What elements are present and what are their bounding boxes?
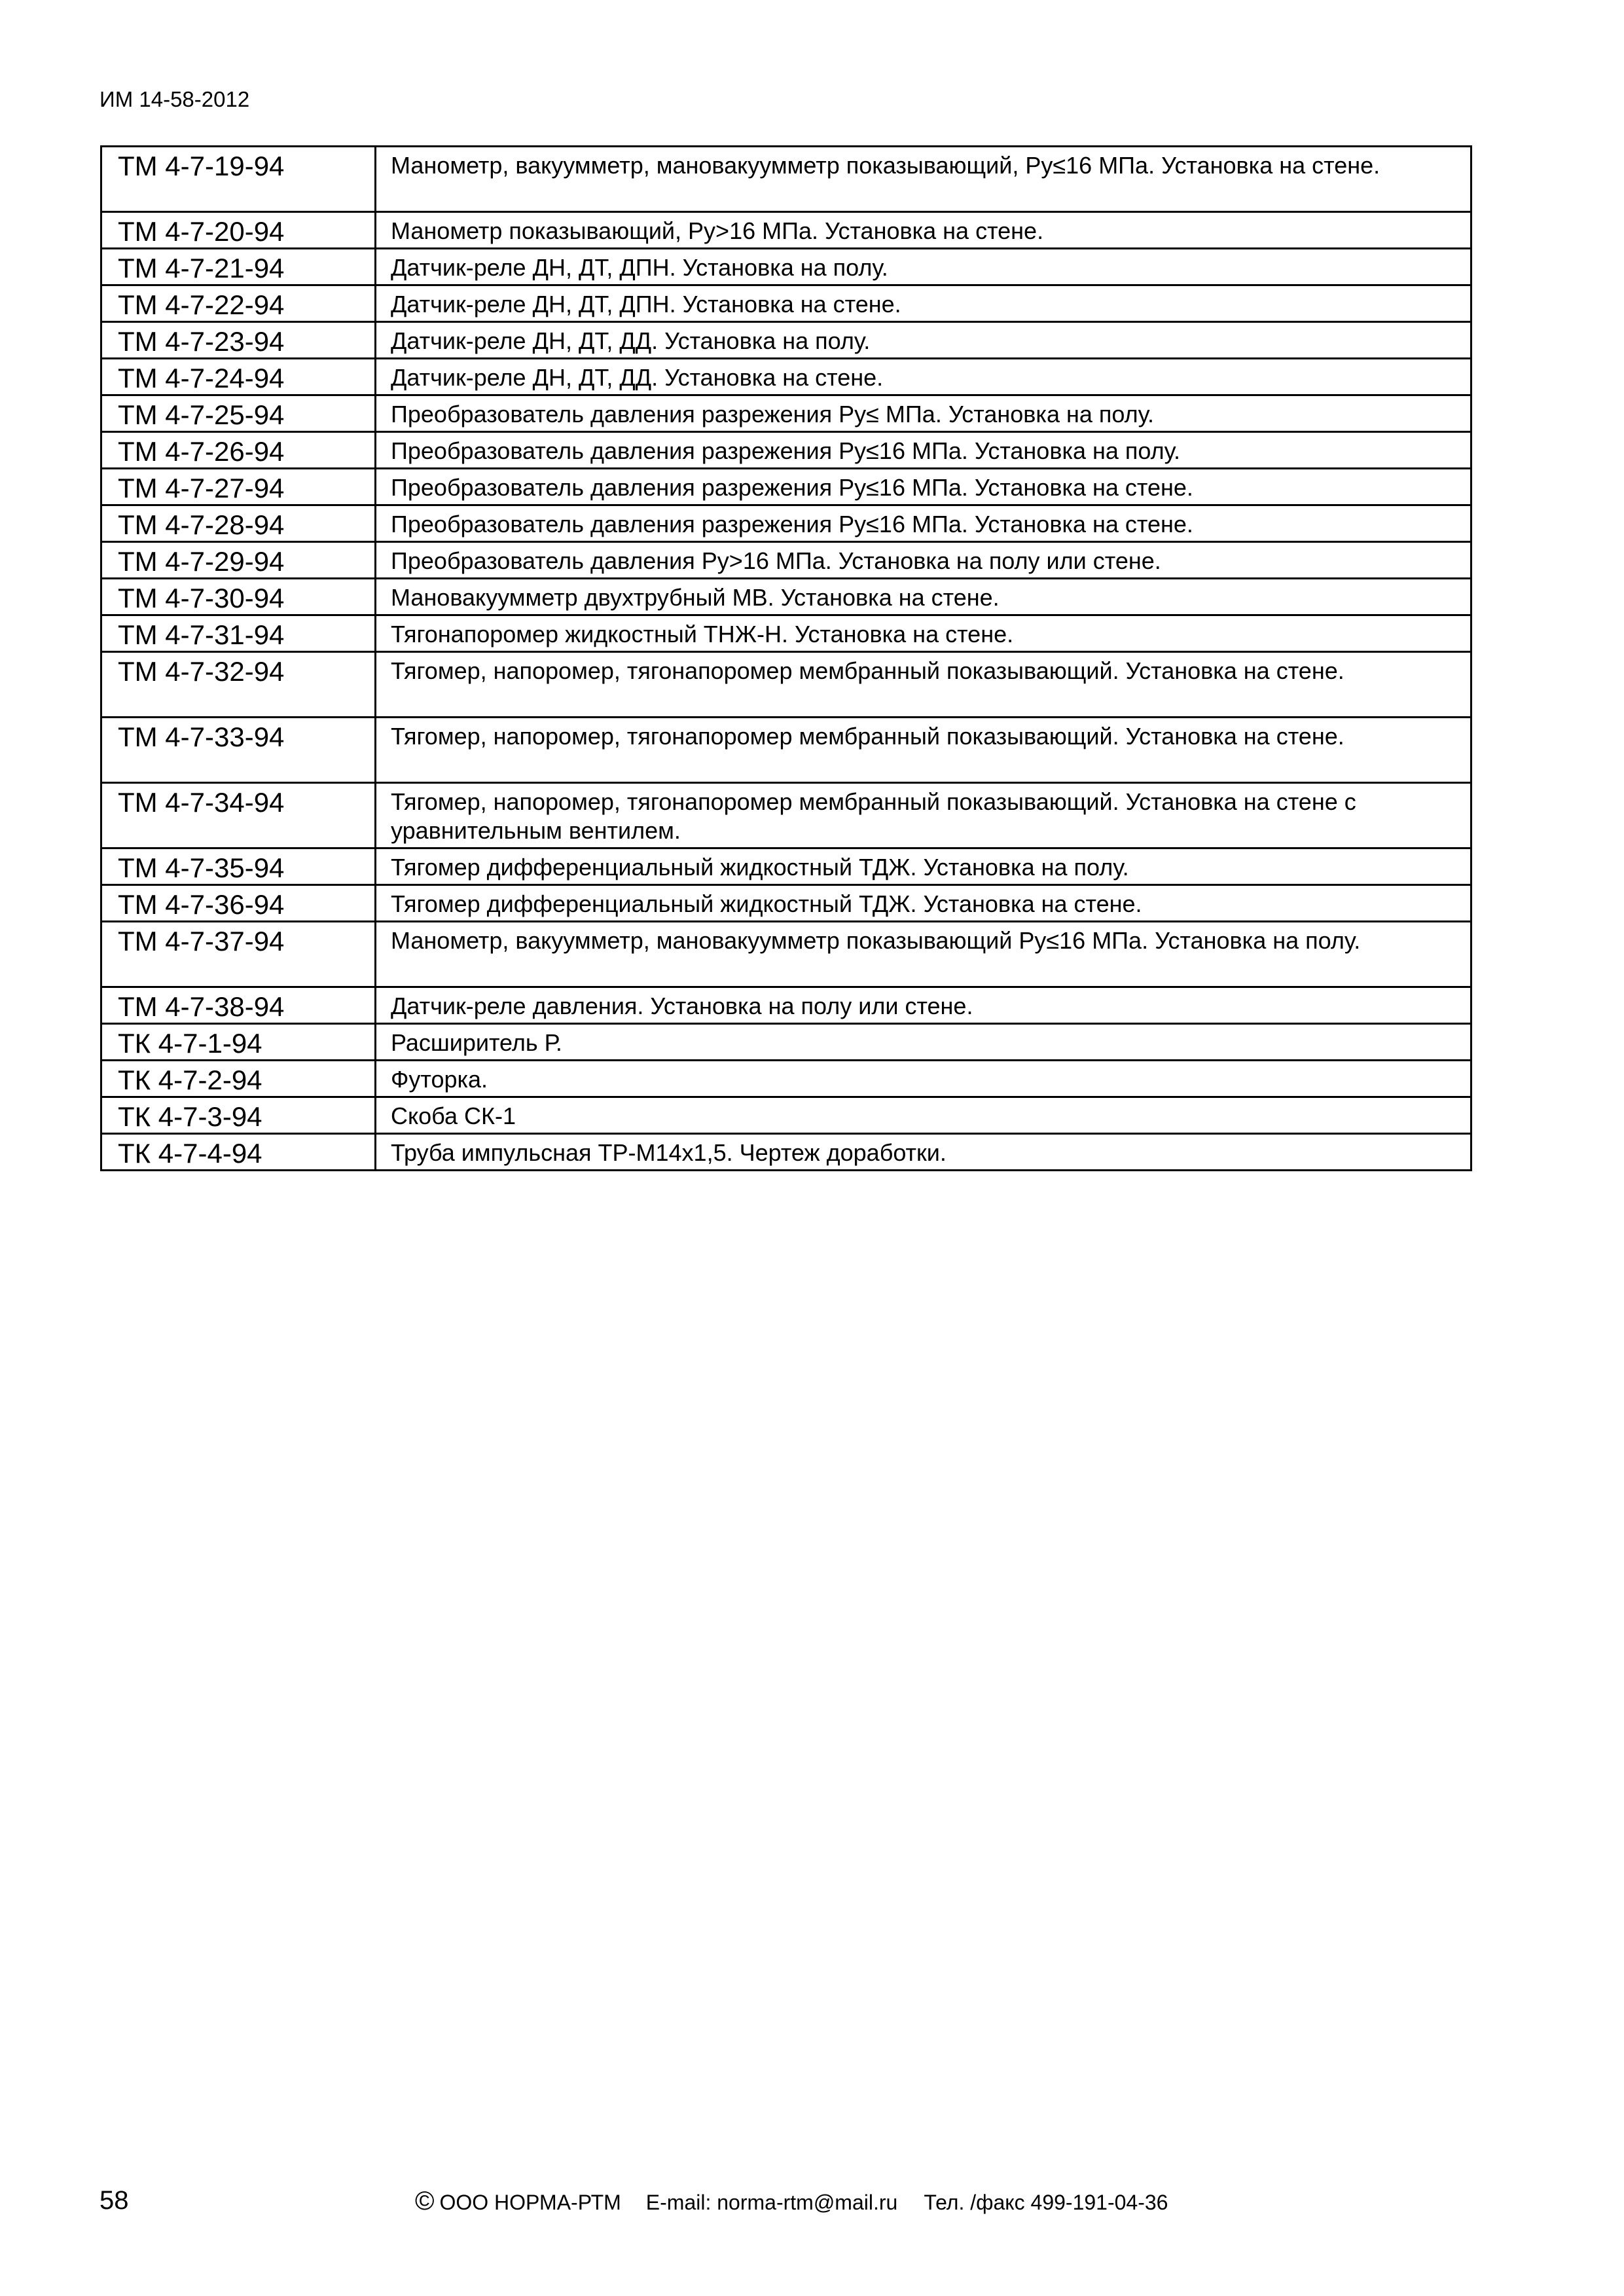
table-row [101,505,1471,542]
drawing-description: Тягомер, напоромер, тягонапоромер мембранный показывающий. Установка на стене. [376,652,1471,718]
table-row [101,322,1471,359]
table-row [101,1061,1471,1097]
drawing-description: Датчик-реле давления. Установка на полу или стене. [376,987,1471,1024]
drawing-description: Мановакуумметр двухтрубный МВ. Установка на стене. [376,579,1471,615]
table-row [101,1134,1471,1171]
table-row [101,542,1471,579]
copyright-icon: © [415,2187,435,2215]
drawing-description: Датчик-реле ДН, ДТ, ДПН. Установка на стене. [376,285,1471,322]
drawing-code: ТК 4-7-3-94 [101,1097,376,1134]
drawing-code: ТМ 4-7-25-94 [101,395,376,432]
drawing-description: Тягомер, напоромер, тягонапоромер мембранный показывающий. Установка на стене с уравнительным вентилем. [376,783,1471,848]
drawing-code: ТМ 4-7-35-94 [101,848,376,885]
table-row [101,615,1471,652]
drawing-code: ТМ 4-7-21-94 [101,249,376,285]
drawing-code: ТМ 4-7-33-94 [101,718,376,783]
drawing-description: Преобразователь давления разрежения Pу≤16 МПа. Установка на стене. [376,469,1471,505]
drawing-code: ТК 4-7-4-94 [101,1134,376,1171]
table-row [101,1097,1471,1134]
table-row [101,212,1471,249]
drawings-table [100,145,1472,1171]
drawing-code: ТМ 4-7-24-94 [101,359,376,395]
table-row [101,285,1471,322]
drawing-description: Труба импульсная ТР-М14х1,5. Чертеж доработки. [376,1134,1471,1171]
table-row [101,922,1471,987]
drawing-description: Преобразователь давления разрежения Pу≤16 МПа. Установка на полу. [376,432,1471,469]
drawing-description: Манометр, вакуумметр, мановакуумметр показывающий, Pу≤16 МПа. Установка на стене. [376,147,1471,212]
drawing-code: ТМ 4-7-23-94 [101,322,376,359]
drawing-description: Манометр показывающий, Pу>16 МПа. Установка на стене. [376,212,1471,249]
page-number: 58 [99,2186,129,2215]
drawing-code: ТМ 4-7-36-94 [101,885,376,922]
drawing-code: ТМ 4-7-31-94 [101,615,376,652]
drawing-code: ТМ 4-7-38-94 [101,987,376,1024]
drawing-description: Скоба СК-1 [376,1097,1471,1134]
drawing-code: ТМ 4-7-30-94 [101,579,376,615]
table-row [101,359,1471,395]
table-row [101,718,1471,783]
table-row [101,579,1471,615]
drawing-description: Манометр, вакуумметр, мановакуумметр показывающий Pу≤16 МПа. Установка на полу. [376,922,1471,987]
table-row [101,848,1471,885]
drawing-description: Датчик-реле ДН, ДТ, ДПН. Установка на полу. [376,249,1471,285]
table-row [101,987,1471,1024]
drawing-description: Датчик-реле ДН, ДТ, ДД. Установка на полу. [376,322,1471,359]
table-row [101,652,1471,718]
drawing-code: ТК 4-7-2-94 [101,1061,376,1097]
drawing-description: Датчик-реле ДН, ДТ, ДД. Установка на стене. [376,359,1471,395]
table-row [101,395,1471,432]
footer-company: ООО НОРМА-РТМ [439,2191,621,2214]
page-footer [415,2187,1168,2217]
drawing-description: Преобразователь давления разрежения Pу≤ МПа. Установка на полу. [376,395,1471,432]
footer-phone: Тел. /факс 499-191-04-36 [924,2191,1168,2214]
drawing-description: Тягомер, напоромер, тягонапоромер мембранный показывающий. Установка на стене. [376,718,1471,783]
drawing-description: Футорка. [376,1061,1471,1097]
drawing-code: ТМ 4-7-34-94 [101,783,376,848]
drawing-code: ТМ 4-7-27-94 [101,469,376,505]
drawing-code: ТМ 4-7-22-94 [101,285,376,322]
drawing-code: ТМ 4-7-37-94 [101,922,376,987]
table-row [101,783,1471,848]
table-row [101,249,1471,285]
drawing-description: Тягомер дифференциальный жидкостный ТДЖ. Установка на стене. [376,885,1471,922]
footer-email: E-mail: norma-rtm@mail.ru [645,2191,898,2214]
drawing-code: ТМ 4-7-19-94 [101,147,376,212]
drawing-code: ТМ 4-7-20-94 [101,212,376,249]
table-row [101,432,1471,469]
drawing-description: Тягонапоромер жидкостный ТНЖ-Н. Установка на стене. [376,615,1471,652]
drawing-description: Преобразователь давления разрежения Pу≤16 МПа. Установка на стене. [376,505,1471,542]
drawing-code: ТМ 4-7-28-94 [101,505,376,542]
drawing-description: Расширитель Р. [376,1024,1471,1061]
table-row [101,469,1471,505]
drawing-description: Преобразователь давления Pу>16 МПа. Установка на полу или стене. [376,542,1471,579]
table-row [101,885,1471,922]
drawing-code: ТМ 4-7-32-94 [101,652,376,718]
document-code: ИМ 14-58-2012 [99,87,250,111]
drawing-code: ТК 4-7-1-94 [101,1024,376,1061]
drawing-description: Тягомер дифференциальный жидкостный ТДЖ. Установка на полу. [376,848,1471,885]
table-row [101,1024,1471,1061]
drawing-code: ТМ 4-7-29-94 [101,542,376,579]
drawing-code: ТМ 4-7-26-94 [101,432,376,469]
table-row [101,147,1471,212]
